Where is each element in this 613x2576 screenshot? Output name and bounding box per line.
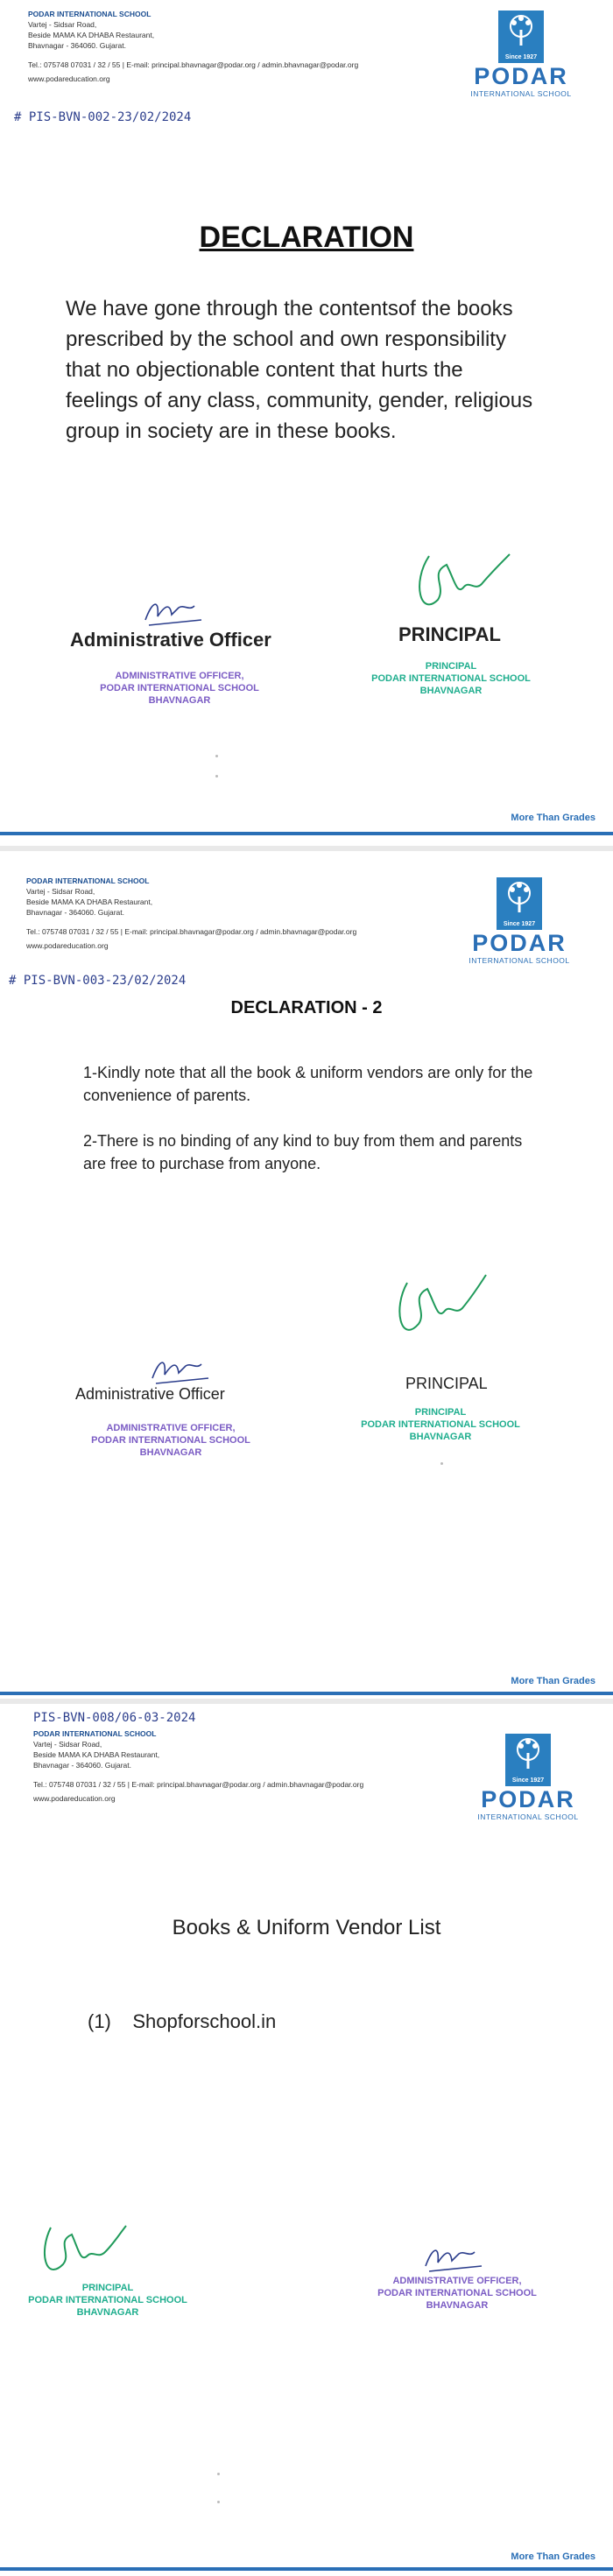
address-line: Vartej - Sidsar Road, bbox=[33, 1740, 102, 1749]
address-line: Bhavnagar - 364060. Gujarat. bbox=[33, 1761, 131, 1770]
brand-name: PODAR bbox=[481, 1786, 575, 1812]
stamp-line: ADMINISTRATIVE OFFICER, bbox=[106, 1423, 236, 1433]
declaration-text: We have gone through the contentsof the books prescribed by the school and own responsibility that no objectionable content that hurts the feelings of any class, community, gender, religious group in society are in these books. bbox=[66, 297, 533, 443]
website-line: www.podareducation.org bbox=[28, 74, 110, 83]
page-title: DECLARATION - 2 bbox=[230, 998, 383, 1017]
principal-role-label: PRINCIPAL bbox=[405, 1375, 488, 1392]
footer-tagline: More Than Grades bbox=[511, 2551, 595, 2562]
school-address-block bbox=[28, 9, 358, 84]
page-title: Books & Uniform Vendor List bbox=[172, 1916, 441, 1939]
footer-tagline: More Than Grades bbox=[511, 1676, 595, 1686]
principal-stamp bbox=[344, 1406, 537, 1443]
address-line: Vartej - Sidsar Road, bbox=[26, 887, 95, 896]
contact-line: Tel.: 075748 07031 / 32 / 55 | E-mail: principal.bhavnagar@podar.org / admin.bhavnagar@podar.org bbox=[33, 1780, 364, 1789]
address-line: Bhavnagar - 364060. Gujarat. bbox=[28, 41, 126, 50]
since-label: Since 1927 bbox=[511, 1777, 545, 1784]
stamp-line: BHAVNAGAR bbox=[409, 1432, 472, 1442]
tree-emblem-icon bbox=[498, 11, 544, 63]
school-name: PODAR INTERNATIONAL SCHOOL bbox=[26, 876, 150, 885]
declaration-page-2 bbox=[0, 851, 613, 1699]
tree-emblem-icon bbox=[505, 1734, 551, 1786]
stamp-line: BHAVNAGAR bbox=[419, 686, 483, 696]
reference-number: # PIS-BVN-003-23/02/2024 bbox=[9, 974, 187, 988]
address-line: Bhavnagar - 364060. Gujarat. bbox=[26, 908, 124, 917]
admin-signature-icon bbox=[140, 594, 210, 629]
school-address-block bbox=[26, 876, 356, 951]
website-line: www.podareducation.org bbox=[26, 941, 109, 950]
declaration-item: 1-Kindly note that all the book & uniform vendors are only for the convenience of parents. bbox=[83, 1064, 533, 1104]
principal-signature-icon bbox=[33, 2219, 130, 2284]
stamp-line: BHAVNAGAR bbox=[139, 1447, 202, 1458]
school-name: PODAR INTERNATIONAL SCHOOL bbox=[28, 10, 151, 18]
address-line: Beside MAMA KA DHABA Restaurant, bbox=[26, 897, 153, 906]
since-label: Since 1927 bbox=[504, 54, 538, 60]
stamp-line: PODAR INTERNATIONAL SCHOOL bbox=[28, 2295, 187, 2305]
admin-role-label: Administrative Officer bbox=[75, 1385, 225, 1403]
admin-signature-icon bbox=[420, 2240, 490, 2275]
principal-role-label: PRINCIPAL bbox=[398, 623, 501, 645]
address-line: Beside MAMA KA DHABA Restaurant, bbox=[33, 1750, 160, 1759]
brand-tagline: INTERNATIONAL SCHOOL bbox=[469, 956, 570, 965]
admin-stamp bbox=[361, 2275, 553, 2312]
stamp-line: PODAR INTERNATIONAL SCHOOL bbox=[377, 2288, 537, 2298]
principal-stamp bbox=[11, 2282, 204, 2319]
declaration-page-1 bbox=[0, 0, 613, 846]
stamp-line: PRINCIPAL bbox=[414, 1407, 467, 1418]
stamp-line: PODAR INTERNATIONAL SCHOOL bbox=[371, 673, 531, 684]
podar-logo bbox=[462, 1734, 594, 1821]
reference-number: # PIS-BVN-002-23/02/2024 bbox=[14, 110, 192, 124]
stamp-line: PRINCIPAL bbox=[425, 661, 477, 672]
brand-tagline: INTERNATIONAL SCHOOL bbox=[470, 89, 572, 98]
stamp-line: PODAR INTERNATIONAL SCHOOL bbox=[100, 683, 259, 693]
contact-line: Tel.: 075748 07031 / 32 / 55 | E-mail: principal.bhavnagar@podar.org / admin.bhavnagar@podar.org bbox=[26, 927, 357, 936]
admin-stamp bbox=[83, 670, 276, 707]
stamp-line: ADMINISTRATIVE OFFICER, bbox=[392, 2276, 522, 2286]
stamp-line: BHAVNAGAR bbox=[148, 695, 211, 706]
stamp-line: PODAR INTERNATIONAL SCHOOL bbox=[361, 1419, 520, 1430]
vendor-name: Shopforschool.in bbox=[132, 2010, 277, 2032]
stamp-line: BHAVNAGAR bbox=[426, 2300, 489, 2311]
address-line: Beside MAMA KA DHABA Restaurant, bbox=[28, 31, 155, 39]
principal-signature-icon bbox=[403, 547, 517, 626]
vendor-list-page bbox=[0, 1704, 613, 2576]
admin-role-label: Administrative Officer bbox=[70, 629, 271, 651]
stamp-line: ADMINISTRATIVE OFFICER, bbox=[115, 671, 244, 681]
vendor-item bbox=[88, 2010, 276, 2033]
stamp-line: BHAVNAGAR bbox=[76, 2307, 139, 2318]
admin-stamp bbox=[74, 1422, 267, 1459]
podar-logo bbox=[454, 877, 585, 965]
declaration-item: 2-There is no binding of any kind to buy from them and parents are free to purchase from anyone. bbox=[83, 1132, 523, 1172]
contact-line: Tel.: 075748 07031 / 32 / 55 | E-mail: principal.bhavnagar@podar.org / admin.bhavnagar@podar.org bbox=[28, 60, 359, 69]
reference-number: PIS-BVN-008/06-03-2024 bbox=[33, 1711, 196, 1725]
footer-bar bbox=[0, 1692, 613, 1695]
footer-bar bbox=[0, 2567, 613, 2571]
brand-name: PODAR bbox=[472, 930, 567, 956]
since-label: Since 1927 bbox=[503, 921, 536, 927]
admin-signature-icon bbox=[147, 1352, 217, 1387]
address-line: Vartej - Sidsar Road, bbox=[28, 20, 97, 29]
stamp-line: PRINCIPAL bbox=[81, 2283, 134, 2293]
footer-bar bbox=[0, 832, 613, 835]
principal-signature-icon bbox=[385, 1270, 490, 1353]
podar-logo bbox=[455, 11, 587, 98]
vendor-number: (1) bbox=[88, 2010, 111, 2032]
website-line: www.podareducation.org bbox=[33, 1794, 116, 1803]
footer-tagline: More Than Grades bbox=[511, 813, 595, 823]
page-title: DECLARATION bbox=[199, 221, 414, 254]
tree-emblem-icon bbox=[497, 877, 542, 930]
stamp-line: PODAR INTERNATIONAL SCHOOL bbox=[91, 1435, 250, 1446]
principal-stamp bbox=[355, 660, 547, 697]
school-address-block bbox=[33, 1728, 363, 1804]
brand-name: PODAR bbox=[474, 63, 568, 89]
brand-tagline: INTERNATIONAL SCHOOL bbox=[477, 1812, 579, 1821]
school-name: PODAR INTERNATIONAL SCHOOL bbox=[33, 1729, 157, 1738]
